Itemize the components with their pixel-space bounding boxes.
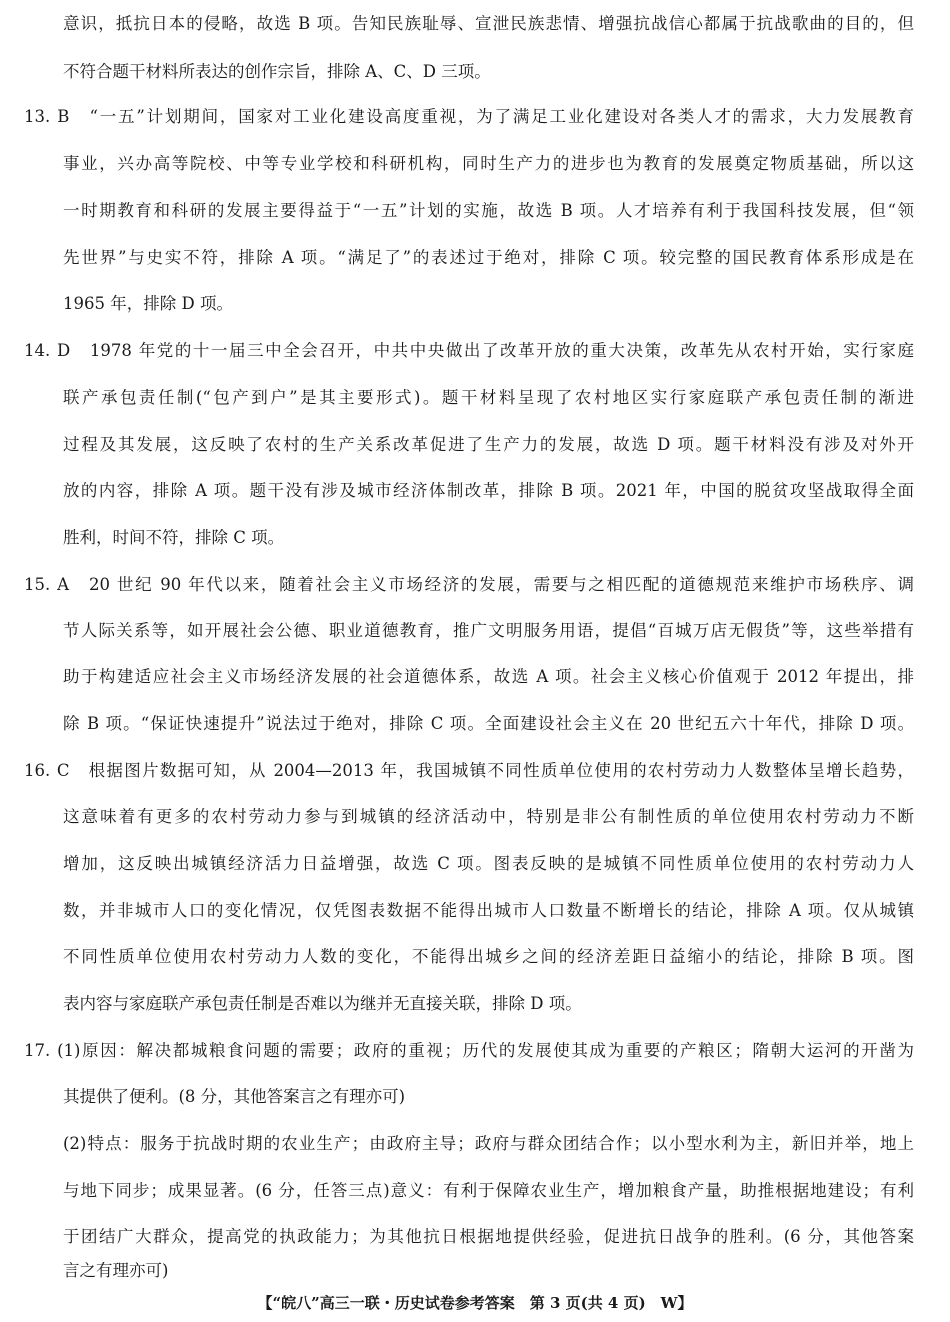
answer-16-line: 16. C 根据图片数据可知，从 2004—2013 年，我国城镇不同性质单位使用的农村劳动力人数整体呈增长趋势， [24,761,914,780]
answer-15-line: 15. A 20 世纪 90 年代以来，随着社会主义市场经济的发展，需要与之相匹配的道德规范来维护市场秩序、调 [24,575,914,594]
page-footer: 【“皖八”高三一联・历史试卷参考答案 第 3 页(共 4 页) W】 [257,1294,693,1312]
text-line: 联产承包责任制(“包产到户”是其主要形式)。题干材料呈现了农村地区实行家庭联产承包责任制的渐进 [63,388,914,407]
text-line: 先世界”与史实不符，排除 A 项。“满足了”的表述过于绝对，排除 C 项。较完整的国民教育体系形成是在 [63,248,914,267]
text-line: 1965 年，排除 D 项。 [63,294,233,313]
text-line: 助于构建适应社会主义市场经济发展的社会道德体系，故选 A 项。社会主义核心价值观于 2012 年提出，排 [63,667,914,686]
text-line: 于团结广大群众，提高党的执政能力；为其他抗日根据地提供经验，促进抗日战争的胜利。(6 分，其他答案 [63,1227,914,1246]
text-line: 放的内容，排除 A 项。题干没有涉及城市经济体制改革，排除 B 项。2021 年，中国的脱贫攻坚战取得全面 [63,481,914,500]
text-line: 不同性质单位使用农村劳动力人数的变化，不能得出城乡之间的经济差距日益缩小的结论，排除 B 项。图 [63,947,914,966]
text-line: 表内容与家庭联产承包责任制是否难以为继并无直接关联，排除 D 项。 [63,994,582,1013]
text-line: 除 B 项。“保证快速提升”说法过于绝对，排除 C 项。全面建设社会主义在 20 世纪五六十年代，排除 D 项。 [63,714,914,733]
text-line: 与地下同步；成果显著。(6 分，任答三点)意义：有利于保障农业生产，增加粮食产量，助推根据地建设；有利 [63,1181,914,1200]
text-line: 不符合题干材料所表达的创作宗旨，排除 A、C、D 三项。 [63,62,491,81]
text-line: 意识，抵抗日本的侵略，故选 B 项。告知民族耻辱、宣泄民族悲情、增强抗战信心都属于抗战歌曲的目的，但 [63,14,914,33]
text-line: 数，并非城市人口的变化情况，仅凭图表数据不能得出城市人口数量不断增长的结论，排除 A 项。仅从城镇 [63,901,914,920]
text-line: 这意味着有更多的农村劳动力参与到城镇的经济活动中，特别是非公有制性质的单位使用农村劳动力不断 [63,807,914,826]
text-line: 节人际关系等，如开展社会公德、职业道德教育，推广文明服务用语，提倡“百城万店无假货”等，这些举措有 [63,621,914,640]
text-line: (2)特点：服务于抗战时期的农业生产；由政府主导；政府与群众团结合作；以小型水利为主，新旧并举，地上 [63,1134,914,1153]
text-line: 事业，兴办高等院校、中等专业学校和科研机构，同时生产力的进步也为教育的发展奠定物质基础，所以这 [63,154,914,173]
answer-17-line: 17. (1)原因：解决都城粮食问题的需要；政府的重视；历代的发展使其成为重要的产粮区；隋朝大运河的开凿为 [24,1041,914,1060]
text-line: 胜利，时间不符，排除 C 项。 [63,528,285,547]
text-line: 一时期教育和科研的发展主要得益于“一五”计划的实施，故选 B 项。人才培养有利于我国科技发展，但“领 [63,201,914,220]
text-line: 增加，这反映出城镇经济活力日益增强，故选 C 项。图表反映的是城镇不同性质单位使用的农村劳动力人 [63,854,914,873]
answer-13-line: 13. B “一五”计划期间，国家对工业化建设高度重视，为了满足工业化建设对各类人才的需求，大力发展教育 [24,107,914,126]
text-line: 过程及其发展，这反映了农村的生产关系改革促进了生产力的发展，故选 D 项。题干材料没有涉及对外开 [63,435,914,454]
text-line: 言之有理亦可) [63,1261,169,1280]
answer-14-line: 14. D 1978 年党的十一届三中全会召开，中共中央做出了改革开放的重大决策，改革先从农村开始，实行家庭 [24,341,914,360]
text-line: 其提供了便利。(8 分，其他答案言之有理亦可) [63,1087,406,1106]
